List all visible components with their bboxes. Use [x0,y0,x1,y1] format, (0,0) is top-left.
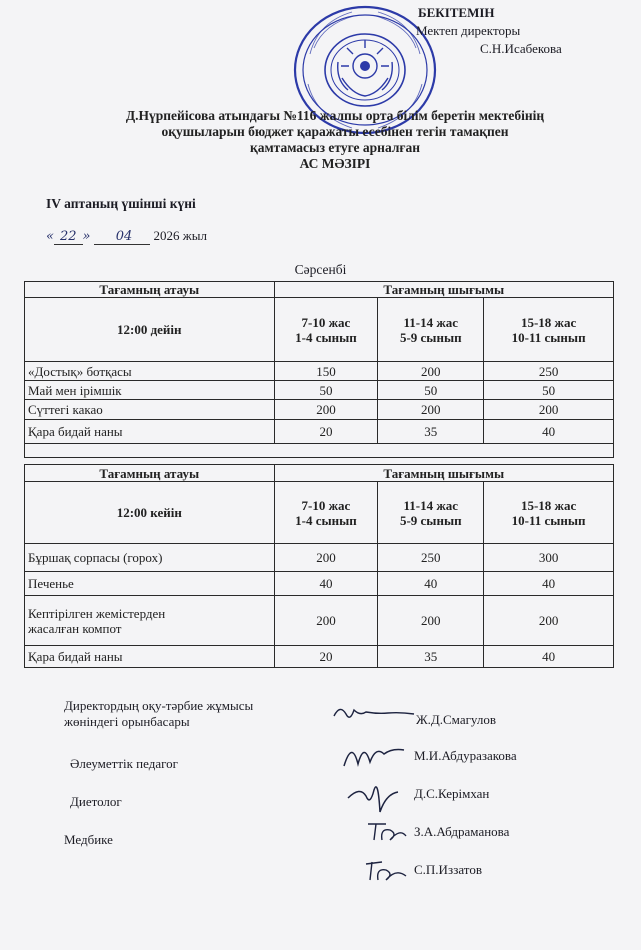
weekday: Сәрсенбі [294,262,347,277]
signatory-name: Ж.Д.Смагулов [416,712,496,727]
approval-title: БЕКІТЕМІН [418,5,495,20]
table-row [25,544,614,572]
age-group-header: 7-10 жас 1-4 сынып [274,298,378,362]
age-group-header: 11-14 жас 5-9 сынып [378,482,484,544]
age-group-header: 7-10 жас 1-4 сынып [274,482,378,544]
age-group-header: 15-18 жас 10-11 сынып [484,298,614,362]
week-label: IV аптаның үшінші күні [46,196,196,211]
signatory-role: Әлеуметтік педагог [70,756,178,771]
portion-value: 200 [378,400,484,420]
spacer-row [25,444,614,458]
title-line: оқушыларын бюджет қаражаты есебінен тегін тамақпен [161,124,509,139]
portion-value: 35 [378,420,484,444]
signature-icon [338,736,408,770]
date-close-quote: » [82,229,91,244]
signatory-role: Директордың оқу-тәрбие жұмысы жөніндегі орынбасары [64,698,254,729]
portion-value: 50 [274,381,378,400]
date-month: 04 [94,229,151,245]
portion-value: 200 [378,362,484,381]
date-year: 2026 жыл [153,228,207,243]
dish-name: «Достық» ботқасы [25,362,275,381]
dish-name: Бұршақ сорпасы (горох) [25,544,275,572]
signature-icon [330,700,420,726]
age-group-header: 11-14 жас 5-9 сынып [378,298,484,362]
menu-table-after-noon [24,464,614,668]
title-line: қамтамасыз етуге арналған [249,140,421,155]
portion-value: 40 [484,572,614,596]
signatory-name: М.И.Абдуразакова [414,748,517,763]
title-line: Д.Нүрпейісова атындағы №116 жалпы орта білім беретін мектебінің [125,108,545,123]
spacer-cell [25,444,614,458]
signatory-name: Д.С.Керімхан [414,786,490,801]
signature-icon [340,776,404,816]
signature-icon [362,856,410,884]
table-row [25,572,614,596]
portion-value: 50 [484,381,614,400]
signatory-role: Диетолог [70,794,122,809]
portion-value: 200 [274,596,378,646]
portion-value: 300 [484,544,614,572]
table-row [25,420,614,444]
dish-name: Кептірілген жемістерден жасалған компот [25,596,275,646]
portion-value: 200 [484,400,614,420]
portion-value: 250 [378,544,484,572]
signatory-name: С.П.Иззатов [414,862,482,877]
portion-value: 20 [274,420,378,444]
signatory-name: З.А.Абдраманова [414,824,510,839]
table-row [25,381,614,400]
portion-value: 40 [484,420,614,444]
dish-name: Сүттегі какао [25,400,275,420]
menu-heading: АС МӘЗІРІ [299,156,371,171]
meal-time: 12:00 кейін [25,482,275,544]
approval-position: Мектеп директоры [416,23,521,38]
document-title [40,108,630,172]
portion-value: 35 [378,646,484,668]
col-header-dish: Тағамның атауы [25,282,275,298]
portion-value: 40 [274,572,378,596]
portion-value: 200 [484,596,614,646]
table-row [25,596,614,646]
date-day: 22 [54,229,83,245]
date-open-quote: « [46,229,54,244]
portion-value: 250 [484,362,614,381]
menu-table-before-noon [24,281,614,458]
col-header-portion: Тағамның шығымы [274,465,613,482]
signature-icon [364,818,410,844]
dish-name: Май мен ірімшік [25,381,275,400]
approval-block [418,4,562,58]
table-row [25,400,614,420]
portion-value: 200 [274,544,378,572]
table-row [25,362,614,381]
dish-name: Печенье [25,572,275,596]
col-header-portion: Тағамның шығымы [274,282,613,298]
portion-value: 40 [484,646,614,668]
col-header-dish: Тағамның атауы [25,465,275,482]
dish-name: Қара бидай наны [25,420,275,444]
approval-name: С.Н.Исабекова [480,41,562,56]
table-row [25,646,614,668]
portion-value: 200 [378,596,484,646]
portion-value: 150 [274,362,378,381]
meal-time: 12:00 дейін [25,298,275,362]
portion-value: 200 [274,400,378,420]
portion-value: 50 [378,381,484,400]
date-line [46,228,207,245]
dish-name: Қара бидай наны [25,646,275,668]
portion-value: 20 [274,646,378,668]
age-group-header: 15-18 жас 10-11 сынып [484,482,614,544]
signatory-role: Медбике [64,832,113,847]
portion-value: 40 [378,572,484,596]
